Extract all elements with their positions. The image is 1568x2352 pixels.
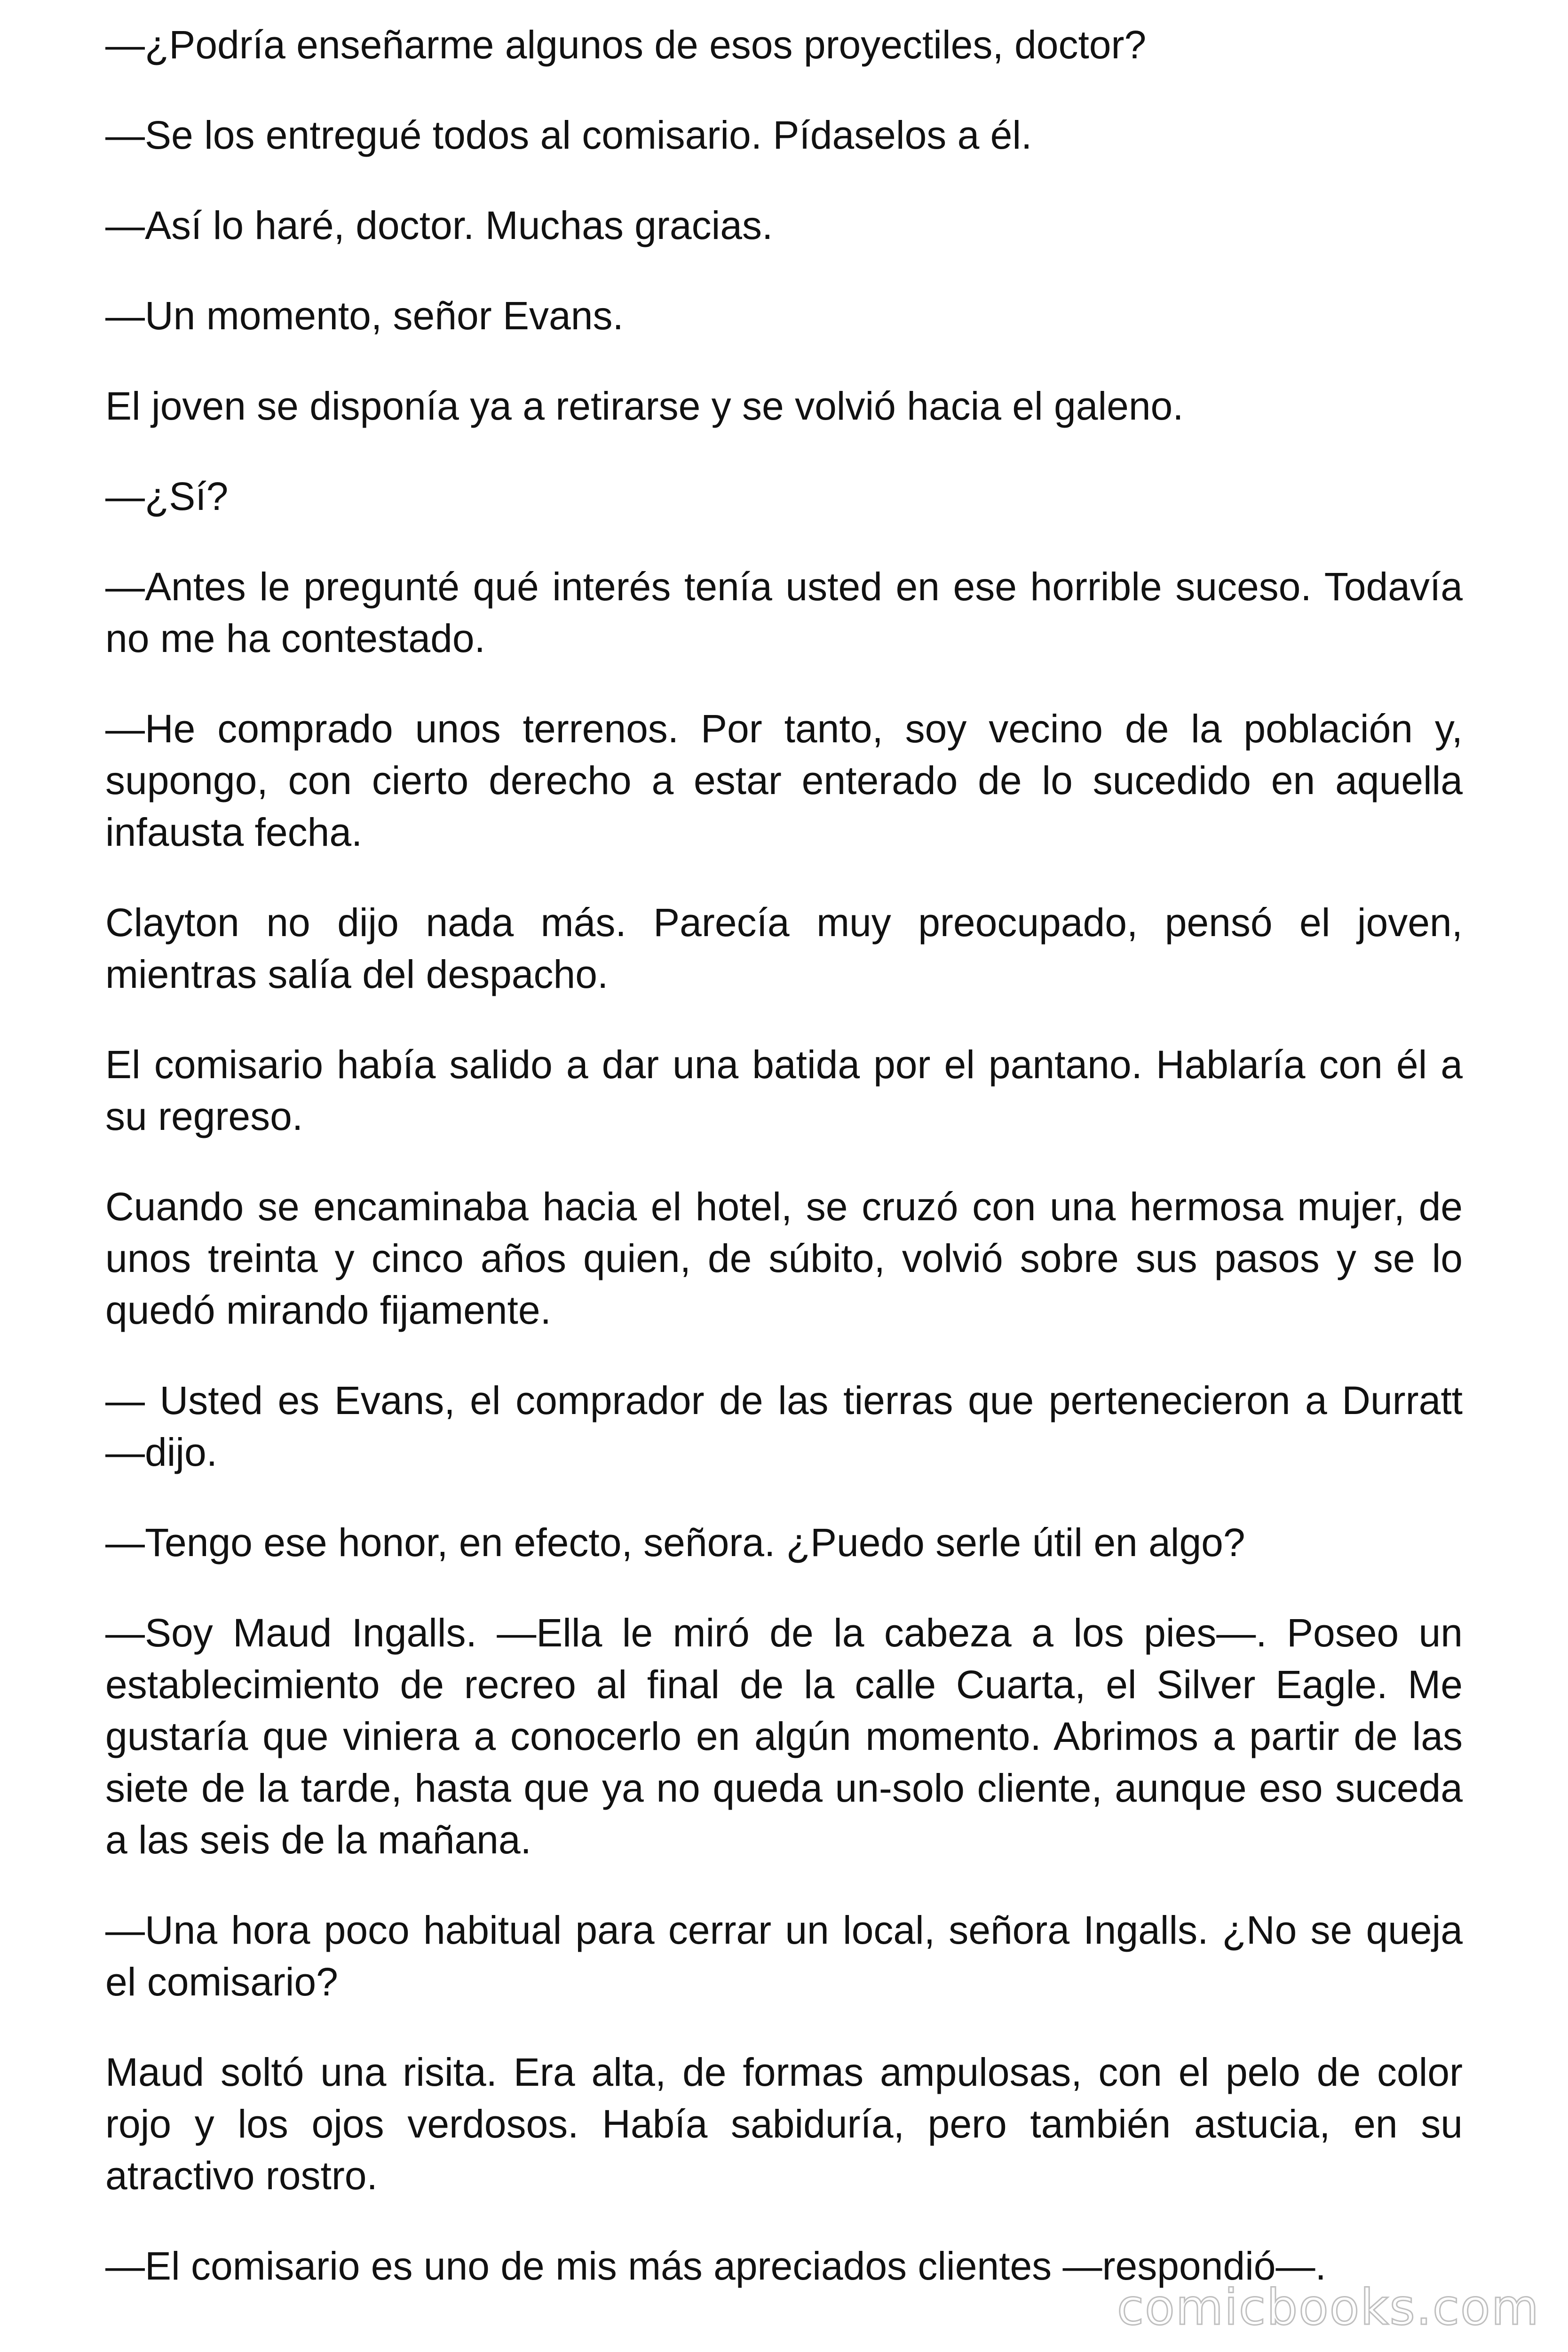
paragraph-9: Clayton no dijo nada más. Parecía muy preocupado, pensó el joven, mientras salía del despacho.: [105, 900, 1463, 996]
paragraph-11: Cuando se encaminaba hacia el hotel, se cruzó con una hermosa mujer, de unos treinta y cinco años quien, de súbito, volvió sobre sus pasos y se lo quedó mirando fijamente.: [105, 1184, 1463, 1332]
document-page: [105, 19, 1463, 2292]
paragraph-2: —Se los entregué todos al comisario. Pídaselos a él.: [105, 113, 1032, 157]
paragraph-5: El joven se disponía ya a retirarse y se volvió hacia el galeno.: [105, 384, 1184, 428]
paragraph-13: —Tengo ese honor, en efecto, señora. ¿Puedo serle útil en algo?: [105, 1520, 1245, 1565]
watermark-logo: comicbooks.com: [1117, 2279, 1540, 2336]
paragraph-16: Maud soltó una risita. Era alta, de formas ampulosas, con el pelo de color rojo y los ojos verdosos. Había sabiduría, pero también astucia, en su atractivo rostro.: [105, 2050, 1463, 2198]
paragraph-12: — Usted es Evans, el comprador de las tierras que pertenecieron a Durratt —dijo.: [105, 1378, 1463, 1474]
paragraph-14: —Soy Maud Ingalls. —Ella le miró de la cabeza a los pies—. Poseo un establecimiento de recreo al final de la calle Cuarta, el Silver Eagle. Me gustaría que viniera a conocerlo en algún momento. Abrimos a partir de las siete de la tarde, hasta que ya no queda un-solo cliente, aunque eso suceda a las seis de la mañana.: [105, 1611, 1463, 1862]
paragraph-4: —Un momento, señor Evans.: [105, 294, 624, 338]
paragraph-8: —He comprado unos terrenos. Por tanto, soy vecino de la población y, supongo, con cierto derecho a estar enterado de lo sucedido en aquella infausta fecha.: [105, 707, 1463, 854]
paragraph-3: —Así lo haré, doctor. Muchas gracias.: [105, 203, 773, 247]
paragraph-6: —¿Sí?: [105, 474, 229, 518]
paragraph-7: —Antes le pregunté qué interés tenía usted en ese horrible suceso. Todavía no me ha contestado.: [105, 564, 1463, 660]
paragraph-17: —El comisario es uno de mis más apreciados clientes —respondió—.: [105, 2244, 1326, 2288]
paragraph-1: —¿Podría enseñarme algunos de esos proyectiles, doctor?: [105, 23, 1147, 67]
paragraph-10: El comisario había salido a dar una batida por el pantano. Hablaría con él a su regreso.: [105, 1042, 1463, 1138]
paragraph-15: —Una hora poco habitual para cerrar un local, señora Ingalls. ¿No se queja el comisario?: [105, 1908, 1463, 2004]
